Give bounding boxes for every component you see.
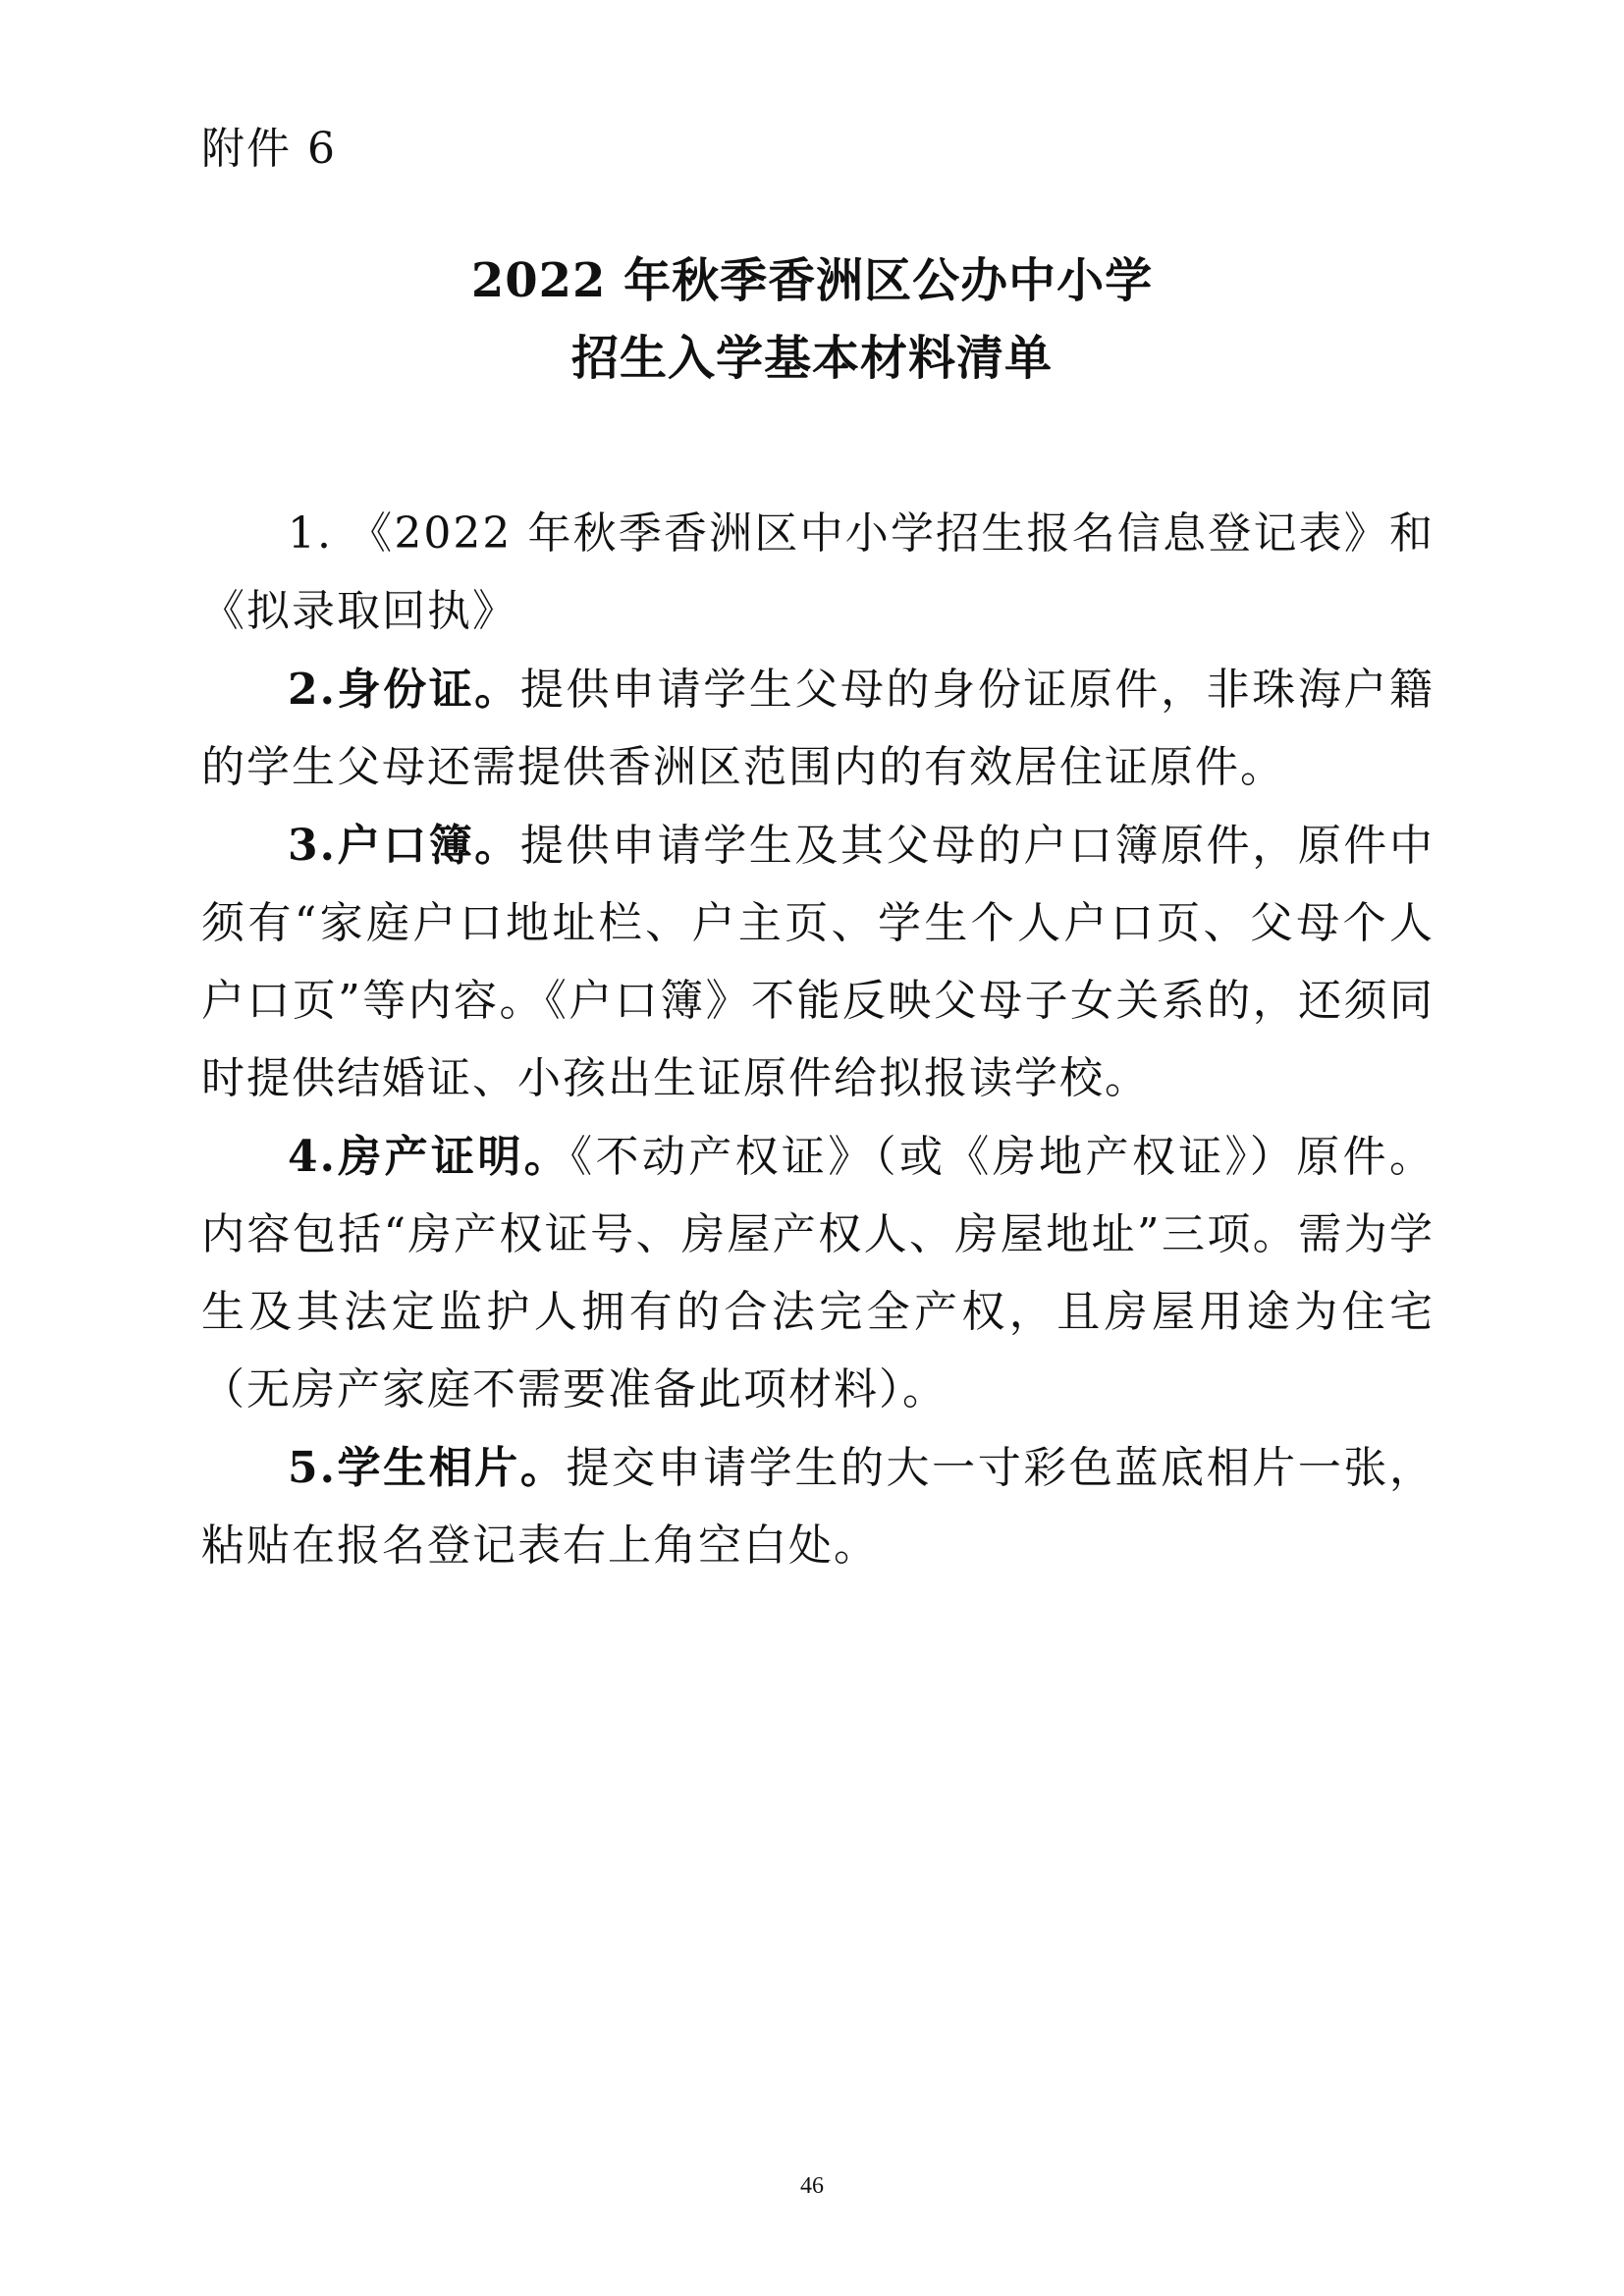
item-text: 提交申请学生的大一寸彩色蓝底相片一张，粘贴在报名登记表右上角空白处。 [201,1443,1435,1571]
item-number: 2. [288,665,337,715]
list-item [201,1429,1435,1584]
item-text: 《2022 年秋季香洲区中小学招生报名信息登记表》和《拟录取回执》 [201,508,1435,636]
materials-list [201,495,1435,1585]
item-number: 5. [288,1443,337,1493]
item-number: 1. [288,508,333,559]
item-term: 身份证。 [336,665,520,715]
item-term: 房产证明。 [336,1132,571,1182]
list-item [201,651,1435,806]
item-text: 提供申请学生父母的身份证原件，非珠海户籍的学生父母还需提供香洲区范围内的有效居住证原件。 [201,665,1435,792]
page-title-line-1: 2022 年秋季香洲区公办中小学 [470,253,1154,308]
item-text: 提供申请学生及其父母的户口簿原件，原件中须有“家庭户口地址栏、户主页、学生个人户口页、父母个人户口页”等内容。《户口簿》不能反映父母子女关系的，还须同时提供结婚证、小孩出生证原件给拟报读学校。 [201,821,1435,1103]
page-number: 46 [800,2173,824,2199]
item-number: 3. [288,821,337,871]
attachment-label: 附件 6 [201,124,337,174]
list-item [201,495,1435,650]
item-term: 学生相片。 [336,1443,567,1493]
item-term: 户口簿。 [336,821,520,871]
list-item [201,1118,1435,1428]
page-title-line-2: 招生入学基本材料清单 [570,331,1053,386]
item-text: 《不动产权证》（或《房地产权证》）原件。内容包括“房产权证号、房屋产权人、房屋地址”三项。需为学生及其法定监护人拥有的合法完全产权，且房屋用途为住宅（无房产家庭不需要准备此项材料）。 [201,1132,1435,1415]
item-number: 4. [288,1132,337,1182]
list-item [201,807,1435,1117]
